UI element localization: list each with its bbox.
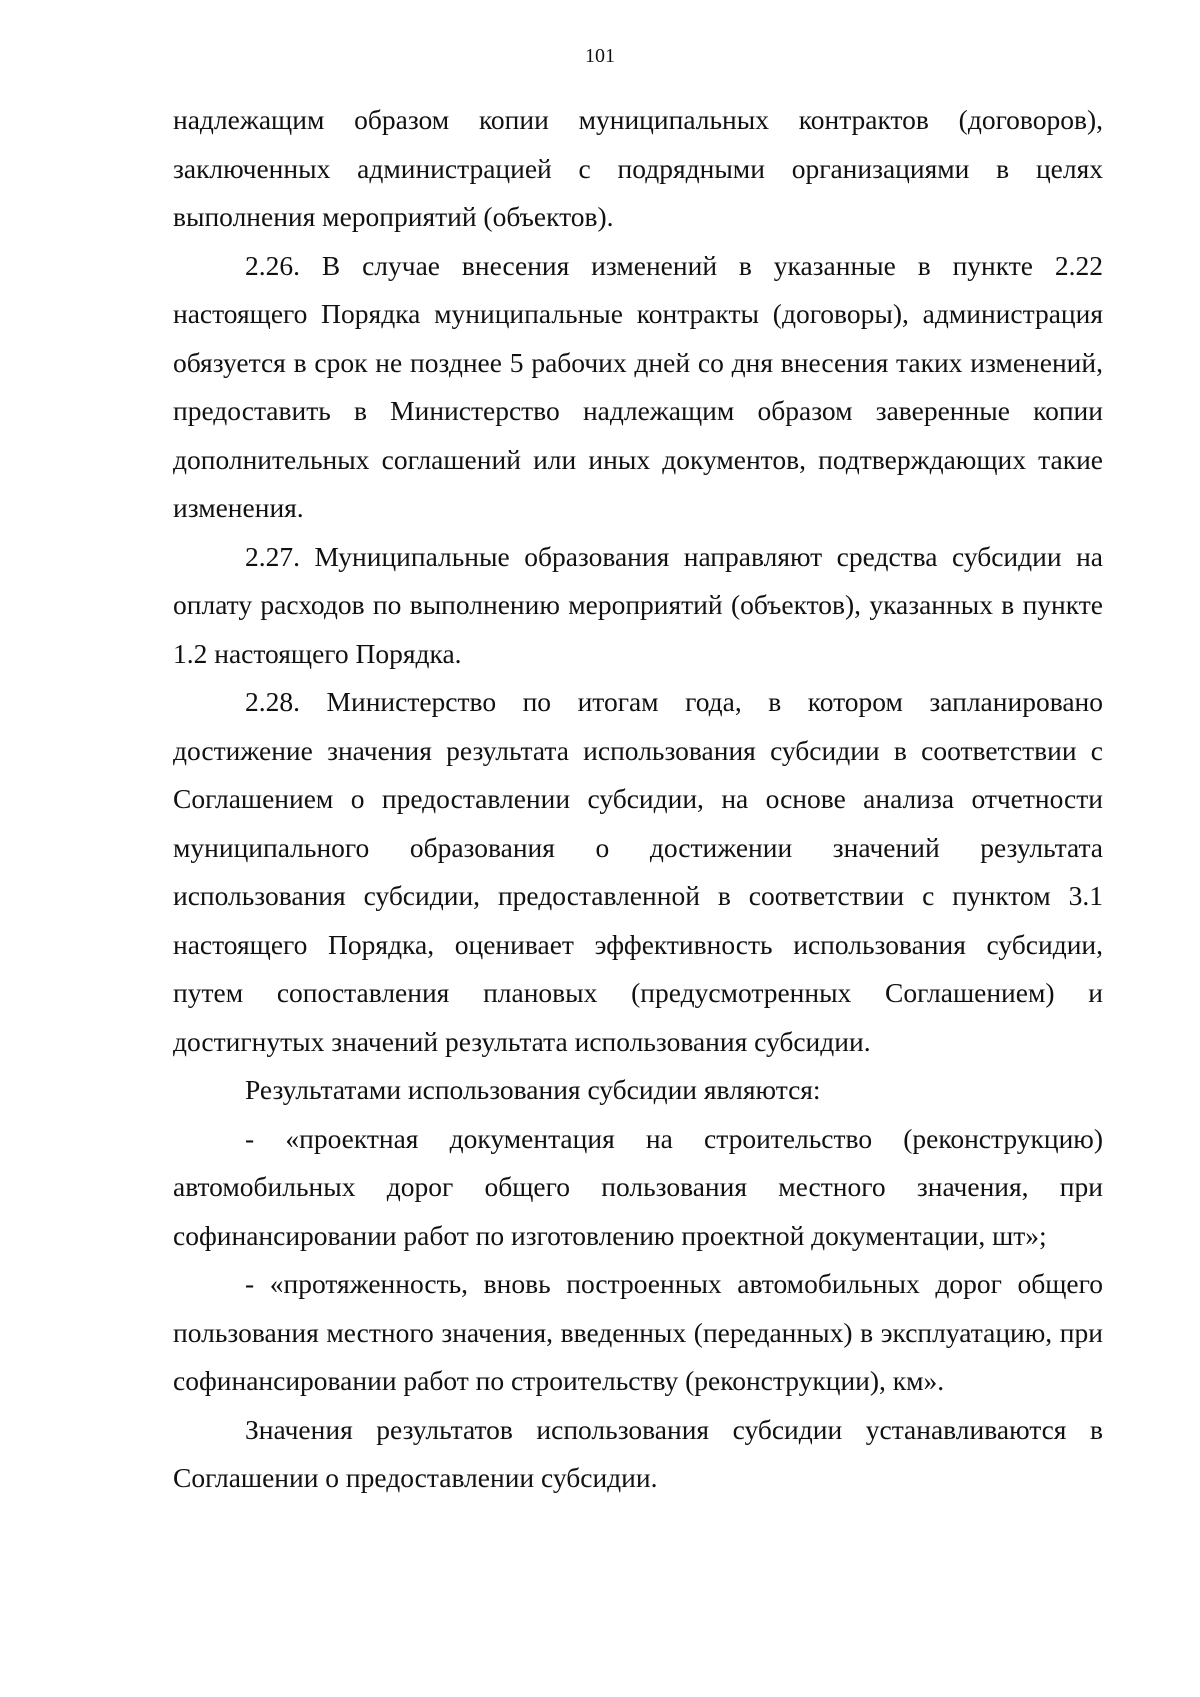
paragraph-2-26: 2.26. В случае внесения изменений в указанные в пункте 2.22 настоящего Порядка муниципальные контракты (договоры), администрация обязуется в срок не позднее 5 рабочих дней со дня внесения таких изменений, предоставить в Министерство надлежащим образом заверенные копии дополнительных соглашений или иных документов, подтверждающих такие изменения. xyxy=(173,249,1103,523)
paragraph-2-27: 2.27. Муниципальные образования направляют средства субсидии на оплату расходов по выполнению мероприятий (объектов), указанных в пункте 1.2 настоящего Порядка. xyxy=(173,540,1103,669)
list-item-project-documentation: - «проектная документация на строительство (реконструкцию) автомобильных дорог общего пользования местного значения, при софинансировании работ по изготовлению проектной документации, шт»; xyxy=(173,1122,1103,1251)
paragraph-2-28: 2.28. Министерство по итогам года, в котором запланировано достижение значения результата использования субсидии в соответствии с Соглашением о предоставлении субсидии, на основе анализа отчетности муниципального образования о достижении значений результата использования субсидии, предоставленной в соответствии с пунктом 3.1 настоящего Порядка, оценивает эффективность использования субсидии, путем сопоставления плановых (предусмотренных Соглашением) и достигнутых значений результата использования субсидии. xyxy=(173,686,1103,1057)
list-item-road-length: - «протяженность, вновь построенных автомобильных дорог общего пользования местного значения, введенных (переданных) в эксплуатацию, при софинансировании работ по строительству (реконструкции), км». xyxy=(173,1268,1103,1396)
paragraph-continuation: надлежащим образом копии муниципальных контрактов (договоров), заключенных администрацией с подрядными организациями в целях выполнения мероприятий (объектов). xyxy=(173,104,1103,232)
paragraph-result-values: Значения результатов использования субсидии устанавливаются в Соглашении о предоставлении субсидии. xyxy=(173,1413,1103,1493)
paragraph-results-intro: Результатами использования субсидии являются: xyxy=(245,1074,821,1105)
page-number: 101 xyxy=(585,45,615,67)
document-body xyxy=(173,96,1103,1503)
